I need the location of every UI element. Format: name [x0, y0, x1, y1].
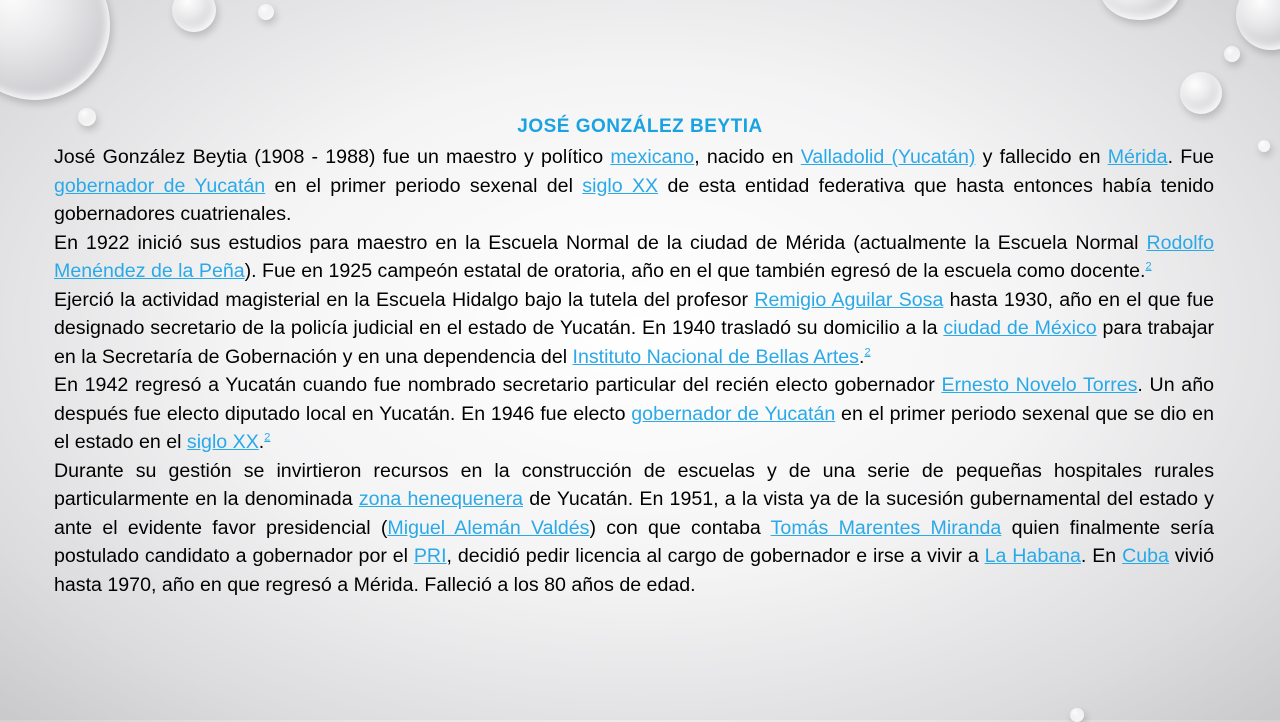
body-text: , nacido en	[694, 146, 801, 168]
body-text: En 1922 inició sus estudios para maestro en la Escuela Normal de la ciudad de Mérida (actualmente la Escuela Normal	[54, 231, 1147, 254]
body-text: En 1942 regresó a Yucatán cuando fue nombrado secretario particular del recién electo gobernador	[54, 374, 942, 396]
body-text: hasta 1930, año en el que fue designado secretario de la policía judicial en el estado de Yucatán. En 1940 trasladó su domicilio a la	[54, 288, 1214, 339]
citation-superscript	[864, 346, 870, 358]
paragraph-4	[54, 371, 1214, 457]
body-text: . Un año después fue electo diputado local en Yucatán. En 1946 fue electo	[54, 374, 1214, 425]
water-droplet	[1180, 72, 1222, 114]
hyperlink[interactable]: Remigio Aguilar Sosa	[754, 288, 944, 311]
hyperlink[interactable]: zona henequenera	[358, 488, 524, 510]
body-text: .	[258, 431, 265, 453]
paragraph-2	[54, 229, 1214, 286]
body-text: de esta entidad federativa que hasta entonces había tenido gobernadores cuatrienales.	[54, 174, 1215, 225]
citation-superscript	[1145, 260, 1151, 272]
body-text: en el primer periodo sexenal que se dio en el estado en el	[54, 402, 1214, 453]
body-text: , decidió pedir licencia al cargo de gobernador e irse a vivir a	[446, 545, 985, 567]
water-droplet	[1224, 46, 1240, 62]
hyperlink[interactable]: PRI	[413, 545, 447, 567]
body-text: . Fue	[1167, 146, 1215, 168]
hyperlink[interactable]: gobernador de Yucatán	[54, 174, 266, 197]
body-text: en el primer periodo sexenal del	[265, 174, 583, 197]
water-droplet	[1100, 0, 1180, 20]
paragraph-3	[54, 286, 1214, 372]
article-body	[54, 143, 1214, 599]
hyperlink[interactable]: Tomás Marentes Miranda	[770, 516, 1002, 539]
water-droplet	[0, 0, 110, 100]
water-droplet	[258, 4, 274, 20]
citation-link[interactable]: 2	[1145, 260, 1152, 273]
body-text: . En	[1080, 545, 1123, 567]
hyperlink[interactable]: siglo XX	[186, 431, 259, 453]
hyperlink[interactable]: La Habana	[984, 545, 1081, 567]
paragraph-1	[54, 143, 1214, 229]
water-droplet	[172, 0, 216, 32]
citation-link[interactable]: 2	[264, 431, 271, 444]
body-text: Durante su gestión se invirtieron recursos en la construcción de escuelas y de una serie de pequeñas hospitales rurales particularmente en la denominada	[54, 459, 1214, 510]
water-droplet	[1258, 140, 1270, 152]
hyperlink[interactable]: Cuba	[1122, 545, 1169, 567]
hyperlink[interactable]: Rodolfo Menéndez de la Peña	[54, 231, 1214, 282]
body-text: vivió hasta 1970, año en que regresó a Mérida. Falleció a los 80 años de edad.	[54, 545, 1214, 596]
hyperlink[interactable]: siglo XX	[582, 174, 659, 197]
water-droplet	[1236, 0, 1280, 50]
body-text: y fallecido en	[975, 146, 1108, 168]
body-text: ) con que contaba	[589, 516, 771, 539]
hyperlink[interactable]: gobernador de Yucatán	[631, 402, 836, 425]
body-text: José González Beytia (1908 - 1988) fue un maestro y político	[54, 146, 611, 168]
citation-superscript	[264, 431, 270, 443]
page-title: JOSÉ GONZÁLEZ BEYTIA	[517, 116, 763, 137]
hyperlink[interactable]: mexicano	[610, 146, 695, 168]
hyperlink[interactable]: ciudad de México	[943, 317, 1097, 339]
body-text: Ejerció la actividad magisterial en la Escuela Hidalgo bajo la tutela del profesor	[54, 288, 755, 311]
hyperlink[interactable]: Instituto Nacional de Bellas Artes	[572, 345, 859, 368]
body-text: para trabajar en la Secretaría de Gobernación y en una dependencia del	[54, 317, 1215, 368]
body-text: ). Fue en 1925 campeón estatal de oratoria, año en el que también egresó de la escuela como docente.	[244, 260, 1146, 282]
body-text: .	[858, 345, 865, 368]
body-text: de Yucatán. En 1951, a la vista ya de la sucesión gubernamental del estado y ante el evidente favor presidencial (	[54, 488, 1214, 539]
citation-link[interactable]: 2	[864, 345, 871, 358]
body-text: quien finalmente sería postulado candidato a gobernador por el	[54, 516, 1214, 567]
hyperlink[interactable]: Miguel Alemán Valdés	[387, 516, 590, 539]
hyperlink[interactable]: Ernesto Novelo Torres	[941, 374, 1138, 396]
hyperlink[interactable]: Valladolid (Yucatán)	[800, 146, 976, 168]
hyperlink[interactable]: Mérida	[1107, 146, 1168, 168]
paragraph-5	[54, 457, 1214, 600]
